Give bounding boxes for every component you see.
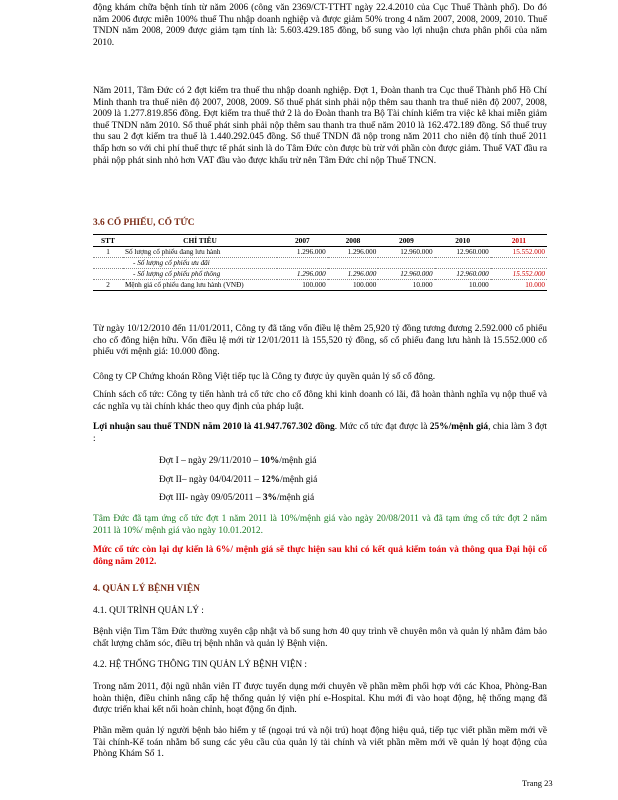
shares-table-wrapper — [93, 234, 547, 291]
profit-mid: . Mức cổ tức đạt được là — [334, 422, 430, 432]
table-row — [93, 258, 547, 269]
paragraph-procedures — [93, 627, 547, 650]
cell-2010: 12.960.000 — [435, 247, 491, 258]
paragraph-text: Năm 2011, Tâm Đức có 2 đợt kiểm tra thuế thu nhập doanh nghiệp. Đợt 1, Đoàn thanh tra Cục thuế Thành phố Hồ Chí Minh thanh tra thuế niên độ 2007, 2008, 2009. Số thuế phát sinh phải nộp thêm sau thanh tra thuế niên độ 2007, 2008, 2009 là 1.277.819.856 đồng. Đợt kiểm tra thuế thứ 2 là do Đoàn thanh tra Bộ Tài chính kiểm tra việc kê khai miễn giảm thuế TNDN năm 2010. Số thuế phát sinh phải nộp thêm sau thanh tra thuế năm 2010 là 162.472.189 đồng. Số thuế truy thu sau 2 đợt kiểm tra thuế là 1.440.292.045 đồng. Số thuế TNDN đã nộp trong năm 2011 cho niên độ tính thuế 2011 thấp hơn so với chi phí thuế thực tế phát sinh là do Tâm Đức còn được bù trừ với phần còn được giảm. Thuế VAT đầu ra phải nộp phát sinh nhỏ hơn VAT đầu vào được khấu trừ nên Tâm Đức chỉ nộp Thuế TNCN. — [93, 86, 547, 166]
cell-label: - Số lượng cổ phiếu phổ thông — [123, 269, 277, 280]
paragraph-text: Bệnh viện Tim Tâm Đức thường xuyên cập nhật và bổ sung hơn 40 quy trình về chuyên môn và quản lý nhằm đảm bảo chất lượng chăm sóc, điều trị bệnh nhân và quản lý Bệnh viện. — [93, 627, 547, 649]
cell-2007: 1.296.000 — [277, 269, 328, 280]
paragraph-dividend-policy — [93, 390, 547, 413]
cell-stt — [93, 269, 123, 280]
paragraph-text: Mức cổ tức còn lại dự kiến là 6%/ mệnh giá sẽ thực hiện sau khi có kết quả kiểm toán và thông qua Đại hội cổ đông năm 2012. — [93, 545, 547, 567]
page-number: Trang 23 — [522, 778, 553, 788]
cell-2007 — [277, 258, 328, 269]
section-heading-4-1: 4.1. QUI TRÌNH QUẢN LÝ : — [93, 605, 204, 615]
table-row — [93, 280, 547, 291]
paragraph-registrar — [93, 372, 547, 384]
paragraph-tax-exemption — [93, 3, 547, 49]
installment-rate: 12% — [261, 474, 281, 485]
cell-2007: 1.296.000 — [277, 247, 328, 258]
cell-label: - Số lượng cổ phiếu ưu đãi — [123, 258, 277, 269]
list-item — [159, 475, 613, 487]
paragraph-text: động khám chữa bệnh tính từ năm 2006 (công văn 2369/CT-TTHT ngày 22.4.2010 của Cục Thuế Thành phố). Do đó năm 2006 được miễn 100% thuế Thu nhập doanh nghiệp và được giảm 50% trong 4 năm 2007, 2008, 2009, 2010. Thuế TNDN năm 2008, 2009 được giảm tạm tính là: 5.603.429.185 đồng, bổ sung vào lợi nhuận chưa phân phối của năm 2010. — [93, 3, 547, 48]
paragraph-advance-dividend — [93, 514, 547, 537]
table-row — [93, 269, 547, 280]
paragraph-capital-increase — [93, 324, 547, 359]
header-stt: STT — [93, 235, 123, 247]
profit-rate: 25%/mệnh giá — [429, 422, 489, 432]
paragraph-text: Công ty CP Chứng khoán Rồng Việt tiếp tục là Công ty được ủy quyền quản lý sổ cổ đông. — [93, 372, 436, 382]
paragraph-it-team — [93, 682, 547, 717]
cell-stt: 1 — [93, 247, 123, 258]
section-heading-4: 4. QUẢN LÝ BỆNH VIỆN — [93, 584, 200, 594]
header-2009: 2009 — [378, 235, 434, 247]
shares-table — [93, 234, 547, 291]
table-row — [93, 247, 547, 258]
cell-label: Số lượng cổ phiếu đang lưu hành — [123, 247, 277, 258]
list-item — [159, 493, 613, 505]
cell-2008 — [328, 258, 379, 269]
header-2011: 2011 — [491, 235, 547, 247]
cell-2011: 15.552.000 — [491, 269, 547, 280]
paragraph-text — [93, 422, 547, 445]
cell-2008: 1.296.000 — [328, 247, 379, 258]
cell-2011 — [491, 258, 547, 269]
installment-list — [93, 456, 613, 505]
installment-unit: /mệnh giá — [280, 474, 318, 485]
profit-lead: Lợi nhuận sau thuế TNDN năm 2010 là 41.947.767.302 đồng — [93, 422, 335, 432]
paragraph-tax-audit — [93, 86, 547, 167]
cell-2011: 15.552.000 — [491, 247, 547, 258]
list-item — [159, 456, 613, 468]
section-heading-4-2: 4.2. HỆ THỐNG THÔNG TIN QUẢN LÝ BỆNH VIỆN : — [93, 659, 307, 669]
cell-2010 — [435, 258, 491, 269]
table-header-row — [93, 235, 547, 247]
cell-2010: 12.960.000 — [435, 269, 491, 280]
cell-stt — [93, 258, 123, 269]
paragraph-remaining-dividend — [93, 545, 547, 568]
paragraph-text: Chính sách cổ tức: Công ty tiến hành trả cổ tức cho cổ đông khi kinh doanh có lãi, đã hoàn thành nghĩa vụ nộp thuế và các nghĩa vụ tài chính khác theo quy định của pháp luật. — [93, 390, 547, 412]
cell-2009: 12.960.000 — [378, 247, 434, 258]
cell-2007: 100.000 — [277, 280, 328, 291]
cell-2011: 10.000 — [491, 280, 547, 291]
cell-label: Mệnh giá cổ phiếu đang lưu hành (VNĐ) — [123, 280, 277, 291]
profit-tail: , chia làm 3 đợt : — [93, 422, 547, 444]
paragraph-profit — [93, 422, 547, 445]
header-2007: 2007 — [277, 235, 328, 247]
installment-label: Đợt I – ngày 29/11/2010 – — [159, 456, 261, 466]
installment-label: Đợt III- ngày 09/05/2011 – — [159, 493, 263, 504]
paragraph-text: Trong năm 2011, đội ngũ nhân viên IT được tuyển dụng mới chuyên về phần mềm phối hợp với các Khoa, Phòng-Ban hoàn thiện, điều chỉnh nâng cấp hệ thống quản lý viện phí e-Hospital. Khu mới đi vào hoạt động, hệ thống mạng đã được triển khai kết nối hoàn chỉnh, hoạt động ổn định. — [93, 682, 547, 716]
installment-unit: /mệnh giá — [276, 493, 315, 504]
cell-2008: 100.000 — [328, 280, 379, 291]
paragraph-software — [93, 726, 547, 761]
header-chitieu: CHỈ TIÊU — [123, 235, 277, 247]
paragraph-text: Từ ngày 10/12/2010 đến 11/01/2011, Công ty đã tăng vốn điều lệ thêm 25,920 tỷ đồng tương đương 2.592.000 cổ phiếu cho cổ đông hiện hữu. Vốn điều lệ mới từ 12/01/2011 là 155,520 tỷ đồng, số cổ phiếu đang lưu hành là 15.552.000 cổ phiếu với mệnh giá: 10.000 đồng. — [93, 324, 547, 358]
installment-label: Đợt II– ngày 04/04/2011 – — [159, 474, 262, 485]
paragraph-text: Tâm Đức đã tạm ứng cổ tức đợt 1 năm 2011 là 10%/mệnh giá vào ngày 20/08/2011 và đã tạm ứng cổ tức đợt 2 năm 2011 là 10%/ mệnh giá vào ngày 10.01.2012. — [93, 514, 547, 536]
header-2008: 2008 — [328, 235, 379, 247]
cell-2009: 10.000 — [378, 280, 434, 291]
installment-rate: 3% — [262, 493, 277, 504]
cell-2009 — [378, 258, 434, 269]
header-2010: 2010 — [435, 235, 491, 247]
installment-rate: 10% — [260, 456, 280, 466]
section-heading-3-6: 3.6 CỔ PHIẾU, CỔ TỨC — [93, 218, 195, 228]
cell-2009: 12.960.000 — [378, 269, 434, 280]
cell-2010: 10.000 — [435, 280, 491, 291]
cell-2008: 1.296.000 — [328, 269, 379, 280]
paragraph-text: Phần mềm quản lý người bệnh bảo hiểm y tế (ngoại trú và nội trú) hoạt động hiệu quả, tiếp tục viết phần mềm mới về Tài chính-Kế toán nhằm bổ sung các yêu cầu của quản lý tài chính và viết phần mềm mới về quản lý hoạt động của Phòng Khám Số 1. — [93, 726, 547, 760]
installment-unit: /mệnh giá — [279, 456, 317, 466]
cell-stt: 2 — [93, 280, 123, 291]
